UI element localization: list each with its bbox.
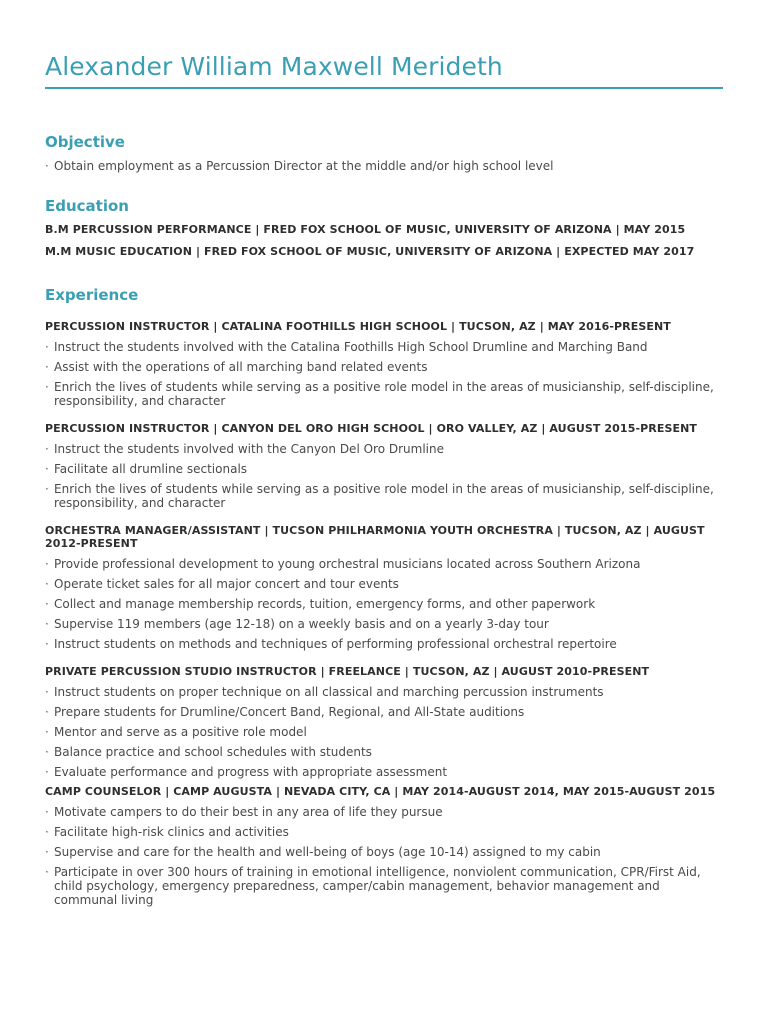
list-item: · Enrich the lives of students while serving as a positive role model in the areas of musicianship, self-discipline, responsibility, and character bbox=[45, 482, 723, 510]
experience-heading: Experience bbox=[45, 286, 139, 304]
job-entry bbox=[45, 320, 723, 408]
list-item: · Motivate campers to do their best in any area of life they pursue bbox=[45, 805, 723, 819]
list-item: · Instruct students on methods and techniques of performing professional orchestral repertoire bbox=[45, 637, 723, 651]
job-duties bbox=[45, 805, 723, 907]
job-title: PRIVATE PERCUSSION STUDIO INSTRUCTOR | FREELANCE | TUCSON, AZ | AUGUST 2010-PRESENT bbox=[45, 665, 650, 678]
list-item: · Participate in over 300 hours of training in emotional intelligence, nonviolent communication, CPR/First Aid, child psychology, emergency preparedness, camper/cabin management, behavior management and communal living bbox=[45, 865, 723, 907]
list-item: · Supervise 119 members (age 12-18) on a weekly basis and on a yearly 3-day tour bbox=[45, 617, 723, 631]
list-item: · Assist with the operations of all marching band related events bbox=[45, 360, 723, 374]
list-item: · Prepare students for Drumline/Concert Band, Regional, and All-State auditions bbox=[45, 705, 723, 719]
job-title: PERCUSSION INSTRUCTOR | CANYON DEL ORO HIGH SCHOOL | ORO VALLEY, AZ | AUGUST 2015-PRESENT bbox=[45, 422, 698, 435]
list-item: · Operate ticket sales for all major concert and tour events bbox=[45, 577, 723, 591]
resume-name: Alexander William Maxwell Merideth bbox=[45, 52, 723, 89]
objective-heading: Objective bbox=[45, 133, 125, 151]
job-duties bbox=[45, 557, 723, 651]
job-title: PERCUSSION INSTRUCTOR | CATALINA FOOTHILLS HIGH SCHOOL | TUCSON, AZ | MAY 2016-PRESENT bbox=[45, 320, 671, 333]
list-item: · Enrich the lives of students while serving as a positive role model in the areas of musicianship, self-discipline, responsibility, and character bbox=[45, 380, 723, 408]
education-section bbox=[45, 197, 723, 258]
list-item: · Facilitate all drumline sectionals bbox=[45, 462, 723, 476]
list-item: · Balance practice and school schedules with students bbox=[45, 745, 723, 759]
education-degree-bm: B.M PERCUSSION PERFORMANCE | FRED FOX SCHOOL OF MUSIC, UNIVERSITY OF ARIZONA | MAY 2015 bbox=[45, 223, 686, 236]
job-title: CAMP COUNSELOR | CAMP AUGUSTA | NEVADA CITY, CA | MAY 2014-AUGUST 2014, MAY 2015-AUGUST 2015 bbox=[45, 785, 716, 798]
list-item: · Collect and manage membership records, tuition, emergency forms, and other paperwork bbox=[45, 597, 723, 611]
job-entry bbox=[45, 665, 723, 779]
list-item: · Obtain employment as a Percussion Director at the middle and/or high school level bbox=[45, 159, 723, 173]
job-duties bbox=[45, 685, 723, 779]
job-duties bbox=[45, 340, 723, 408]
objective-section bbox=[45, 133, 723, 173]
job-entry bbox=[45, 785, 723, 907]
job-entry bbox=[45, 524, 723, 651]
list-item: · Instruct the students involved with the Canyon Del Oro Drumline bbox=[45, 442, 723, 456]
list-item: · Instruct the students involved with the Catalina Foothills High School Drumline and Marching Band bbox=[45, 340, 723, 354]
education-degree-mm: M.M MUSIC EDUCATION | FRED FOX SCHOOL OF MUSIC, UNIVERSITY OF ARIZONA | EXPECTED MAY 2017 bbox=[45, 245, 695, 258]
list-item: · Evaluate performance and progress with appropriate assessment bbox=[45, 765, 723, 779]
list-item: · Mentor and serve as a positive role model bbox=[45, 725, 723, 739]
job-title: ORCHESTRA MANAGER/ASSISTANT | TUCSON PHILHARMONIA YOUTH ORCHESTRA | TUCSON, AZ | AUGUST 2012-PRESENT bbox=[45, 524, 705, 550]
list-item: · Instruct students on proper technique on all classical and marching percussion instruments bbox=[45, 685, 723, 699]
experience-section bbox=[45, 286, 723, 907]
job-entry bbox=[45, 422, 723, 510]
objective-list bbox=[45, 159, 723, 173]
job-duties bbox=[45, 442, 723, 510]
list-item: · Facilitate high-risk clinics and activities bbox=[45, 825, 723, 839]
list-item: · Supervise and care for the health and well-being of boys (age 10-14) assigned to my cabin bbox=[45, 845, 723, 859]
list-item: · Provide professional development to young orchestral musicians located across Southern Arizona bbox=[45, 557, 723, 571]
education-heading: Education bbox=[45, 197, 129, 215]
